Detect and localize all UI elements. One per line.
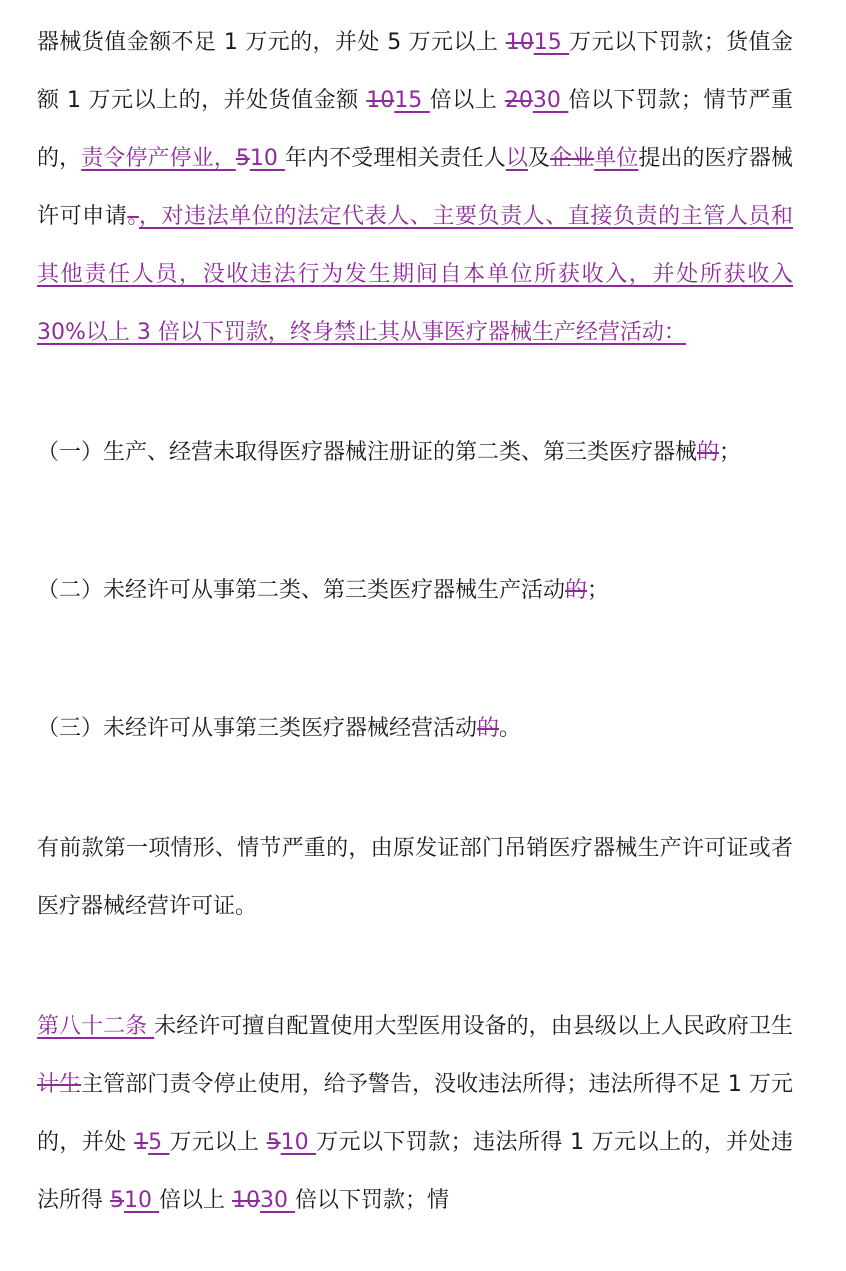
inserted-text: 15: [533, 30, 570, 55]
inserted-text: 15: [394, 88, 430, 113]
deleted-text: 5: [266, 1130, 281, 1155]
text-run: 倍以上: [429, 88, 505, 113]
deleted-text: 的: [697, 440, 720, 465]
text-run: 及: [527, 146, 550, 171]
deleted-text: 5: [110, 1188, 124, 1213]
paragraph-revocation: [37, 820, 793, 936]
text-run: 有前款第一项情形、情节严重的，由原发证部门吊销医疗器械生产许可证或者医疗器械经营许可证。: [37, 836, 793, 919]
deleted-text: 1: [134, 1130, 149, 1155]
paragraph-spacer: [37, 936, 793, 998]
deleted-text: 10: [505, 30, 534, 55]
text-run: 万元以下罚款；违法所得 1 万元以上的，并处违法所得: [37, 1130, 793, 1213]
inserted-text: 10: [124, 1188, 159, 1213]
document-page: [37, 14, 793, 1230]
inserted-text: 责令停产停业，: [81, 146, 236, 171]
text-run: 提出的医疗器械许可申请: [37, 146, 793, 229]
deleted-text: 。: [127, 204, 139, 229]
paragraph-article-81-penalties: [37, 14, 793, 362]
inserted-text: 以: [505, 146, 528, 171]
text-run: ；: [719, 440, 742, 465]
text-run: 倍以上: [159, 1188, 232, 1213]
inserted-text: 10: [249, 146, 285, 171]
deleted-text: 10: [366, 88, 395, 113]
deleted-text: 的: [565, 578, 588, 603]
text-run: 。: [499, 716, 522, 741]
paragraph-item-2: [37, 562, 793, 620]
text-run: 未经许可擅自配置使用大型医用设备的，由县级以上人民政府卫生: [154, 1014, 793, 1039]
inserted-text: 5: [148, 1130, 170, 1155]
text-run: 万元以上: [169, 1130, 267, 1155]
paragraph-article-82: [37, 998, 793, 1230]
text-run: 倍以下罚款；情节严重的，: [37, 88, 793, 171]
text-run: 年内不受理相关责任人: [284, 146, 506, 171]
paragraph-spacer: [37, 362, 793, 424]
text-run: ；: [587, 578, 610, 603]
text-run: （一）生产、经营未取得医疗器械注册证的第二类、第三类医疗器械: [37, 440, 698, 465]
text-run: （二）未经许可从事第二类、第三类医疗器械生产活动: [37, 578, 566, 603]
paragraph-item-3: [37, 700, 793, 758]
deleted-text: 计生: [37, 1072, 82, 1097]
inserted-text: 30: [532, 88, 569, 113]
text-run: 主管部门责令停止使用，给予警告，没收违法所得；违法所得不足 1 万元的，并处: [37, 1072, 793, 1155]
inserted-text: 单位: [594, 146, 639, 171]
paragraph-spacer: [37, 620, 793, 700]
inserted-text: 30: [260, 1188, 295, 1213]
paragraph-item-1: [37, 424, 793, 482]
deleted-text: 企业: [550, 146, 595, 171]
text-run: 万元以下罚款；货值金额 1 万元以上的，并处货值金额: [37, 30, 793, 113]
inserted-text: 第八十二条: [37, 1014, 155, 1039]
text-run: 器械货值金额不足 1 万元的，并处 5 万元以上: [37, 30, 506, 55]
text-run: 倍以下罚款；情: [295, 1188, 450, 1213]
inserted-text: 10: [280, 1130, 317, 1155]
paragraph-spacer: [37, 758, 793, 820]
deleted-text: 10: [232, 1188, 260, 1213]
inserted-text: ，对违法单位的法定代表人、主要负责人、直接负责的主管人员和其他责任人员，没收违法行为发生期间自本单位所获收入，并处所获收入 30%以上 3 倍以下罚款，终身禁止其从事医疗器械生产经营活动：: [37, 204, 793, 345]
deleted-text: 20: [504, 88, 533, 113]
paragraph-spacer: [37, 482, 793, 562]
deleted-text: 5: [235, 146, 250, 171]
text-run: （三）未经许可从事第三类医疗器械经营活动: [37, 716, 478, 741]
deleted-text: 的: [477, 716, 500, 741]
